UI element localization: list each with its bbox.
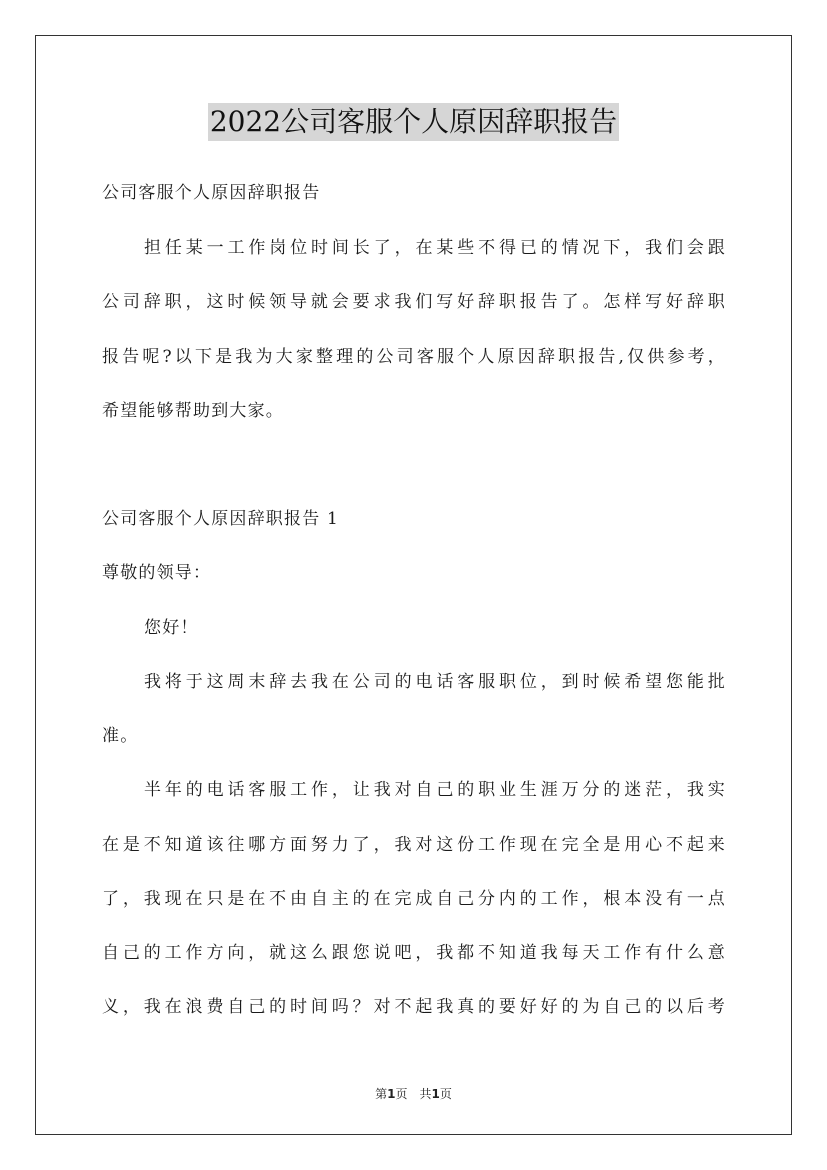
salutation: 尊敬的领导： bbox=[102, 563, 212, 583]
para2-line-5: 义，我在浪费自己的时间吗？对不起我真的要好好的为自己的以后考 bbox=[102, 997, 726, 1017]
footer-page-prefix: 第 bbox=[375, 1087, 388, 1101]
para2-line-1: 半年的电话客服工作，让我对自己的职业生涯万分的迷茫，我实 bbox=[144, 780, 726, 800]
intro-line-1: 担任某一工作岗位时间长了，在某些不得已的情况下，我们会跟 bbox=[144, 238, 726, 258]
footer-page-total: 1 bbox=[431, 1087, 440, 1101]
section-heading: 公司客服个人原因辞职报告 1 bbox=[102, 509, 340, 529]
intro-line-3: 报告呢?以下是我为大家整理的公司客服个人原因辞职报告,仅供参考， bbox=[102, 347, 726, 367]
para2-line-3: 了，我现在只是在不由自主的在完成自己分内的工作，根本没有一点 bbox=[102, 889, 726, 909]
footer-page-current: 1 bbox=[387, 1087, 396, 1101]
document-title-container bbox=[0, 103, 827, 141]
footer-page-mid: 页 共 bbox=[395, 1087, 432, 1101]
subtitle: 公司客服个人原因辞职报告 bbox=[102, 183, 321, 203]
para1-line-2: 准。 bbox=[102, 726, 139, 746]
page-footer bbox=[0, 1085, 827, 1102]
document-title: 2022公司客服个人原因辞职报告 bbox=[208, 103, 619, 141]
intro-line-4: 希望能够帮助到大家。 bbox=[102, 401, 284, 421]
footer-page-suffix: 页 bbox=[439, 1087, 452, 1101]
greeting: 您好！ bbox=[144, 618, 199, 638]
para2-line-4: 自己的工作方向，就这么跟您说吧，我都不知道我每天工作有什么意 bbox=[102, 943, 726, 963]
intro-line-2: 公司辞职，这时候领导就会要求我们写好辞职报告了。怎样写好辞职 bbox=[102, 292, 726, 312]
para2-line-2: 在是不知道该往哪方面努力了，我对这份工作现在完全是用心不起来 bbox=[102, 835, 726, 855]
para1-line-1: 我将于这周末辞去我在公司的电话客服职位，到时候希望您能批 bbox=[144, 672, 726, 692]
